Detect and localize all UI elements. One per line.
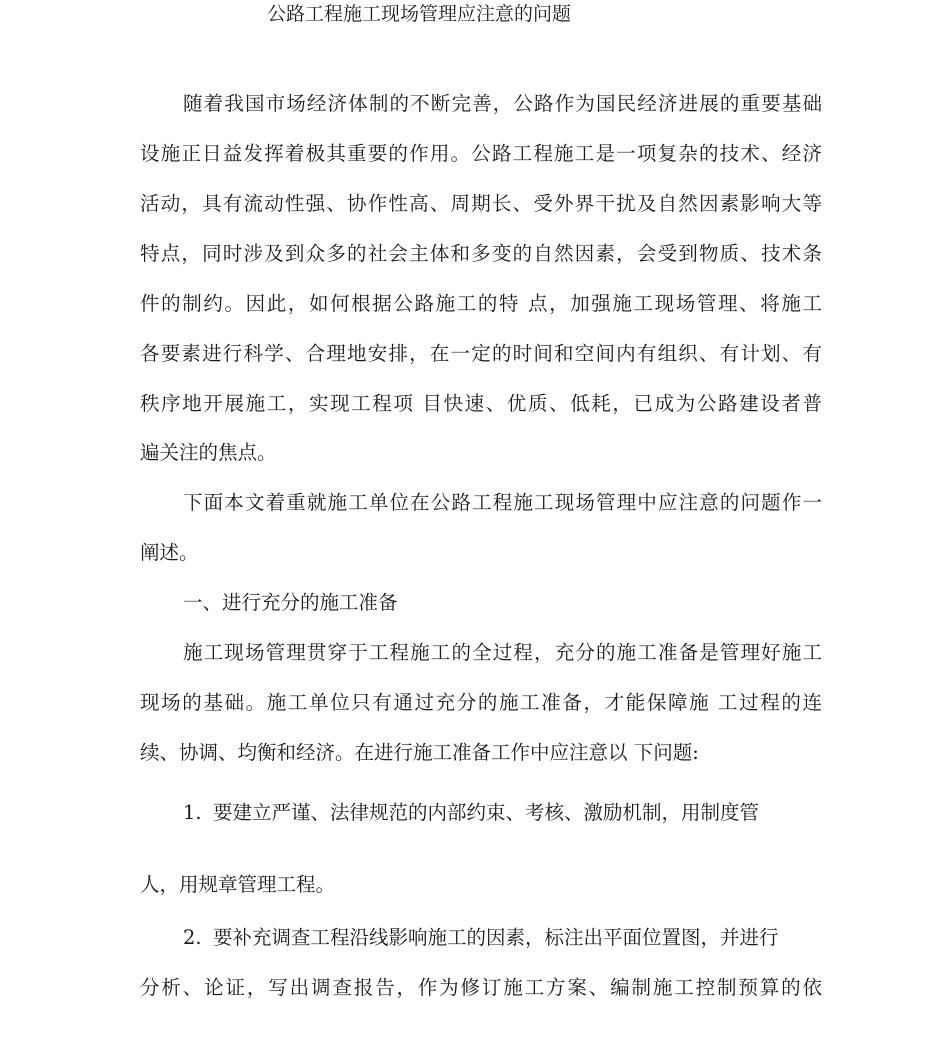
paragraph-line: 遍关注的焦点。 — [140, 441, 277, 464]
paragraph-line: 阐述。 — [140, 541, 199, 564]
list-item-text: 要补充调查工程沿线影响施工的因素，标注出平面位置图，并进行 — [213, 926, 779, 949]
paragraph-line: 各要素进行科学、合理地安排，在一定的时间和空间内有组织、有计划、有 — [140, 342, 822, 365]
paragraph-line: 秩序地开展施工，实现工程项 目快速、优质、低耗，已成为公路建设者普 — [140, 392, 822, 415]
paragraph-line: 活动，具有流动性强、协作性高、周期长、受外界干扰及自然因素影响大等 — [140, 192, 822, 215]
list-item — [183, 926, 822, 950]
document-title: 公路工程施工现场管理应注意的问题 — [267, 3, 572, 25]
list-number: 1. — [183, 801, 202, 824]
section-heading: 一、进行充分的施工准备 — [183, 591, 398, 614]
paragraph-line: 现场的基础。施工单位只有通过充分的施工准备，才能保障施 工过程的连 — [140, 691, 822, 714]
paragraph-line: 人，用规章管理工程。 — [140, 873, 336, 896]
list-item — [183, 801, 822, 825]
paragraph-line: 设施正日益发挥着极其重要的作用。公路工程施工是一项复杂的技术、经济 — [140, 142, 822, 165]
paragraph-line: 续、协调、均衡和经济。在进行施工准备工作中应注意以 下问题: — [140, 741, 699, 764]
paragraph-line: 件的制约。因此，如何根据公路施工的特 点，加强施工现场管理、将施工 — [140, 292, 822, 315]
list-number: 2. — [183, 926, 202, 949]
paragraph-line: 施工现场管理贯穿于工程施工的全过程，充分的施工准备是管理好施工 — [183, 641, 822, 664]
paragraph-line: 下面本文着重就施工单位在公路工程施工现场管理中应注意的问题作一 — [183, 491, 822, 514]
paragraph-line: 随着我国市场经济体制的不断完善，公路作为国民经济进展的重要基础 — [183, 92, 822, 115]
paragraph-line: 特点，同时涉及到众多的社会主体和多变的自然因素，会受到物质、技术条 — [140, 242, 822, 265]
paragraph-line: 分析、论证，写出调查报告，作为修订施工方案、编制施工控制预算的依 — [140, 976, 822, 999]
list-item-text: 要建立严谨、法律规范的内部约束、考核、激励机制，用制度管 — [213, 801, 760, 824]
